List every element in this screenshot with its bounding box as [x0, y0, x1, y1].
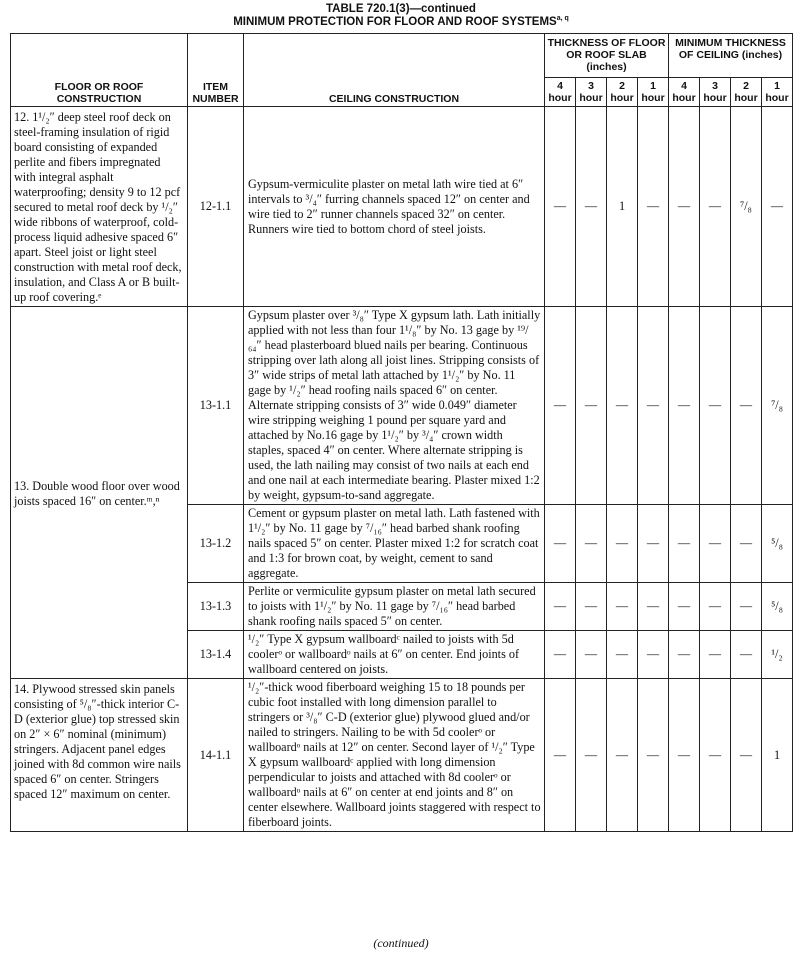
floor-construction-cell: 14. Plywood stressed skin panels consisting of ⁵/₈″-thick interior C-D (exterior glue) top stressed skin on 2″ × 6″ nominal (minimum) stringers. Adjacent panel edges joined with 8d common wire nails spaced 6″ on center. Stringers spaced 12″ maximum on center. — [11, 679, 188, 832]
value-cell: — — [638, 307, 669, 505]
value-cell: — — [638, 679, 669, 832]
item-number-cell: 13-1.2 — [188, 505, 244, 583]
ceiling-construction-cell: ¹/₂″-thick wood fiberboard weighing 15 to 18 pounds per cubic foot installed with long dimension parallel to stringers or ³/₈″ C-D (exterior glue) plywood glued and/or nailed to stringers. Nailing to be with 5d coolerᵒ or wallboardᵒ nails at 12″ on center. Second layer of ¹/₂″ Type X gypsum wallboardᶜ applied with long dimension perpendicular to joists and attached with 8d coolerᵒ or wallboardᵒ nails at 6″ on center at end joints and 8″ on center elsewhere. Wallboard joints staggered with respect to fiberboard joints. — [244, 679, 545, 832]
ceiling-construction-cell: Cement or gypsum plaster on metal lath. Lath fastened with 1¹/₂″ by No. 11 gage by ⁷/₁₆″ head barbed shank roofing nails spaced 5″ on center. Plaster mixed 1:2 for scratch coat and 1:3 for brown coat, by weight, cement to sand aggregate. — [244, 505, 545, 583]
value-cell: — — [669, 107, 700, 307]
table-row — [11, 307, 793, 505]
value-cell: — — [731, 505, 762, 583]
header-slab-group: THICKNESS OF FLOOR OR ROOF SLAB (inches) — [545, 34, 669, 78]
value-cell: — — [669, 631, 700, 679]
value-cell: — — [545, 307, 576, 505]
value-cell: 1 — [607, 107, 638, 307]
value-cell: — — [576, 505, 607, 583]
value-cell: — — [700, 679, 731, 832]
value-cell: — — [576, 679, 607, 832]
value-cell: — — [700, 107, 731, 307]
table-subtitle-text: MINIMUM PROTECTION FOR FLOOR AND ROOF SYSTEMS — [233, 16, 557, 28]
floor-construction-cell: 12. 1¹/₂″ deep steel roof deck on steel-framing insulation of rigid board consisting of expanded perlite and fibers impregnated with integral asphalt waterproofing; density 9 to 12 pcf secured to metal roof deck by ¹/₂″ wide ribbons of waterproof, cold-process liquid adhesive spaced 6″ apart. Steel joist or light steel construction with metal roof deck, insulation, and Class A or B built-up roof covering.ᵉ — [11, 107, 188, 307]
header-hour: 1 hour — [638, 78, 669, 107]
value-cell: — — [700, 505, 731, 583]
value-cell: — — [576, 107, 607, 307]
value-cell: — — [700, 307, 731, 505]
item-number-cell: 12-1.1 — [188, 107, 244, 307]
ceiling-construction-cell: ¹/₂″ Type X gypsum wallboardᶜ nailed to joists with 5d coolerᵒ or wallboardᵒ nails at 6″ on center. End joints of wallboard centered on joists. — [244, 631, 545, 679]
value-cell: — — [762, 107, 793, 307]
value-cell: — — [545, 107, 576, 307]
header-hour: 1 hour — [762, 78, 793, 107]
value-cell: — — [576, 631, 607, 679]
value-cell: — — [669, 583, 700, 631]
value-cell: — — [669, 307, 700, 505]
header-hour: 2 hour — [607, 78, 638, 107]
value-cell: — — [700, 631, 731, 679]
ceiling-construction-cell: Gypsum-vermiculite plaster on metal lath wire tied at 6″ intervals to ³/₄″ furring channels spaced 12″ on center and wire tied to 2″ runner channels spaced 32″ on center. Runners wire tied to bottom chord of steel joists. — [244, 107, 545, 307]
value-cell: — — [545, 679, 576, 832]
ceiling-construction-cell: Gypsum plaster over ³/₈″ Type X gypsum lath. Lath initially applied with not less than four 1¹/₈″ by No. 13 gage by ¹⁹/₆₄″ head plasterboard blued nails per bearing. Continuous stripping over lath along all joist lines. Stripping consists of 3″ wide strips of metal lath attached by 1¹/₂″ by No. 11 gage by ¹/₂″ head roofing nails spaced 6″ on center. Alternate stripping consists of 3″ wide 0.049″ diameter wire stripping weighing 1 pound per square yard and attached by No.16 gage by 1¹/₂″ by ³/₄″ crown width staples, spaced 4″ on center. Where alternate stripping is used, the lath nailing may consist of two nails at each end and one nail at each intermediate bearing. Plaster mixed 1:2 by weight, gypsum-to-sand aggregate. — [244, 307, 545, 505]
header-ceiling: CEILING CONSTRUCTION — [244, 34, 545, 107]
header-hour: 3 hour — [576, 78, 607, 107]
value-cell: ⁵/₈ — [762, 583, 793, 631]
table-row — [11, 679, 793, 832]
item-number-cell: 13-1.3 — [188, 583, 244, 631]
value-cell: — — [731, 307, 762, 505]
floor-construction-cell: 13. Double wood floor over wood joists spaced 16″ on center.ᵐ,ⁿ — [11, 307, 188, 679]
value-cell: ⁷/₈ — [762, 307, 793, 505]
header-hour: 4 hour — [669, 78, 700, 107]
header-hour: 4 hour — [545, 78, 576, 107]
header-item: ITEM NUMBER — [188, 34, 244, 107]
item-number-cell: 13-1.4 — [188, 631, 244, 679]
value-cell: — — [607, 631, 638, 679]
value-cell: — — [545, 583, 576, 631]
value-cell: — — [669, 505, 700, 583]
value-cell: 1 — [762, 679, 793, 832]
value-cell: — — [607, 307, 638, 505]
protection-table — [10, 33, 793, 832]
table-title: TABLE 720.1(3)—continued — [326, 3, 476, 15]
value-cell: ¹/₂ — [762, 631, 793, 679]
value-cell: ⁷/₈ — [731, 107, 762, 307]
header-floor: FLOOR OR ROOF CONSTRUCTION — [11, 34, 188, 107]
value-cell: — — [607, 583, 638, 631]
value-cell: — — [607, 679, 638, 832]
value-cell: — — [731, 631, 762, 679]
value-cell: — — [638, 583, 669, 631]
value-cell: — — [700, 583, 731, 631]
value-cell: — — [576, 583, 607, 631]
value-cell: — — [669, 679, 700, 832]
value-cell: — — [731, 679, 762, 832]
header-hour: 3 hour — [700, 78, 731, 107]
value-cell: ⁵/₈ — [762, 505, 793, 583]
value-cell: — — [638, 107, 669, 307]
ceiling-construction-cell: Perlite or vermiculite gypsum plaster on metal lath secured to joists with 1¹/₂″ by No. 11 gage by ⁷/₁₆″ head barbed shank roofing nails spaced 5″ on center. — [244, 583, 545, 631]
item-number-cell: 13-1.1 — [188, 307, 244, 505]
value-cell: — — [638, 631, 669, 679]
value-cell: — — [607, 505, 638, 583]
value-cell: — — [638, 505, 669, 583]
header-ceiling-group: MINIMUM THICKNESS OF CEILING (inches) — [669, 34, 793, 78]
table-row — [11, 107, 793, 307]
continued-note: (continued) — [373, 936, 429, 950]
item-number-cell: 14-1.1 — [188, 679, 244, 832]
value-cell: — — [545, 505, 576, 583]
table-subtitle — [0, 16, 802, 29]
value-cell: — — [545, 631, 576, 679]
header-hour: 2 hour — [731, 78, 762, 107]
value-cell: — — [576, 307, 607, 505]
table-subtitle-footnote: a, q — [556, 15, 569, 23]
value-cell: — — [731, 583, 762, 631]
